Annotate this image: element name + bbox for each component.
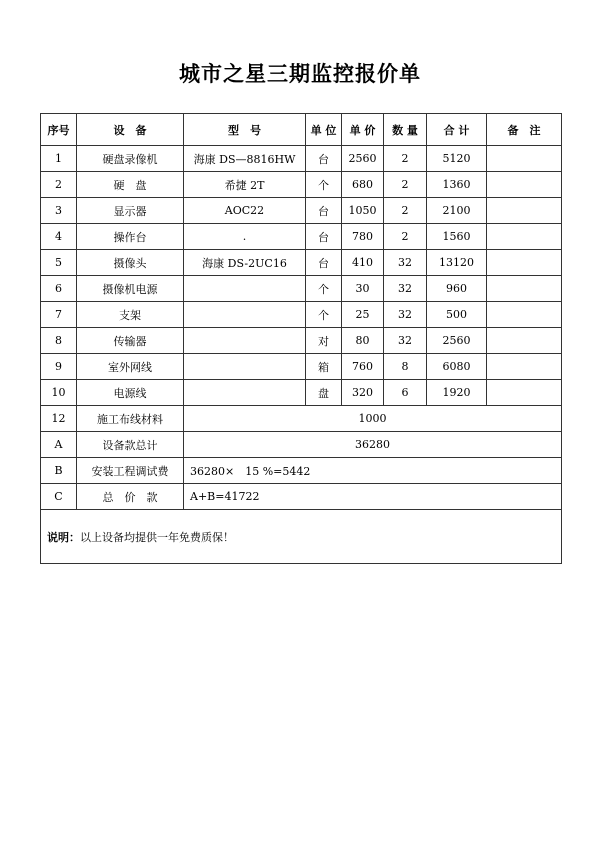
cell-model <box>184 276 306 302</box>
cell-device: 硬盘录像机 <box>77 146 184 172</box>
table-row <box>41 328 562 354</box>
cell-remark <box>487 172 562 198</box>
cell-unit: 对 <box>306 328 342 354</box>
cell-qty: 2 <box>384 224 427 250</box>
table-row <box>41 250 562 276</box>
header-model: 型 号 <box>184 114 306 146</box>
cell-unit: 台 <box>306 224 342 250</box>
summary-index: A <box>41 432 77 458</box>
cell-index: 4 <box>41 224 77 250</box>
header-device: 设 备 <box>77 114 184 146</box>
cell-total: 1560 <box>427 224 487 250</box>
cell-index: 5 <box>41 250 77 276</box>
cell-index: 3 <box>41 198 77 224</box>
header-index: 序号 <box>41 114 77 146</box>
table-row <box>41 302 562 328</box>
cell-remark <box>487 276 562 302</box>
cell-device: 室外网线 <box>77 354 184 380</box>
cell-total: 500 <box>427 302 487 328</box>
cell-price: 320 <box>342 380 384 406</box>
cell-qty: 2 <box>384 146 427 172</box>
cell-model: 海康 DS—8816HW <box>184 146 306 172</box>
cell-price: 780 <box>342 224 384 250</box>
table-row <box>41 224 562 250</box>
cell-index: 7 <box>41 302 77 328</box>
header-total: 合 计 <box>427 114 487 146</box>
cell-total: 13120 <box>427 250 487 276</box>
cell-price: 25 <box>342 302 384 328</box>
cell-price: 80 <box>342 328 384 354</box>
table-row <box>41 380 562 406</box>
cell-remark <box>487 302 562 328</box>
cell-remark <box>487 354 562 380</box>
cell-qty: 6 <box>384 380 427 406</box>
note-row <box>41 510 562 564</box>
cell-device: 摄像头 <box>77 250 184 276</box>
cell-model: 海康 DS-2UC16 <box>184 250 306 276</box>
table-row <box>41 198 562 224</box>
quote-table <box>40 113 562 564</box>
cell-device: 显示器 <box>77 198 184 224</box>
summary-index: B <box>41 458 77 484</box>
summary-index: C <box>41 484 77 510</box>
cell-model <box>184 328 306 354</box>
summary-value: 36280 <box>184 432 562 458</box>
cell-device: 传输器 <box>77 328 184 354</box>
cell-price: 2560 <box>342 146 384 172</box>
cell-total: 6080 <box>427 354 487 380</box>
cell-unit: 盘 <box>306 380 342 406</box>
cell-remark <box>487 380 562 406</box>
cell-total: 960 <box>427 276 487 302</box>
summary-value: 1000 <box>184 406 562 432</box>
cell-qty: 2 <box>384 198 427 224</box>
cell-index: 9 <box>41 354 77 380</box>
table-row <box>41 354 562 380</box>
cell-unit: 个 <box>306 276 342 302</box>
cell-qty: 32 <box>384 250 427 276</box>
cell-unit: 箱 <box>306 354 342 380</box>
page-title: 城市之星三期监控报价单 <box>179 62 421 86</box>
summary-row <box>41 406 562 432</box>
cell-remark <box>487 146 562 172</box>
cell-unit: 个 <box>306 172 342 198</box>
cell-total: 1920 <box>427 380 487 406</box>
summary-row <box>41 484 562 510</box>
cell-price: 1050 <box>342 198 384 224</box>
cell-device: 摄像机电源 <box>77 276 184 302</box>
cell-index: 10 <box>41 380 77 406</box>
summary-row <box>41 432 562 458</box>
cell-unit: 台 <box>306 146 342 172</box>
cell-device: 硬 盘 <box>77 172 184 198</box>
header-row <box>41 114 562 146</box>
cell-remark <box>487 250 562 276</box>
cell-total: 2100 <box>427 198 487 224</box>
cell-total: 2560 <box>427 328 487 354</box>
cell-price: 30 <box>342 276 384 302</box>
summary-label: 总 价 款 <box>77 484 184 510</box>
header-remark: 备 注 <box>487 114 562 146</box>
summary-index: 12 <box>41 406 77 432</box>
header-qty: 数 量 <box>384 114 427 146</box>
note-cell <box>41 510 562 564</box>
cell-qty: 32 <box>384 276 427 302</box>
table-row <box>41 172 562 198</box>
cell-remark <box>487 198 562 224</box>
table-row <box>41 276 562 302</box>
header-unit: 单 位 <box>306 114 342 146</box>
summary-label: 施工布线材料 <box>77 406 184 432</box>
cell-price: 680 <box>342 172 384 198</box>
cell-qty: 8 <box>384 354 427 380</box>
cell-unit: 台 <box>306 250 342 276</box>
cell-remark <box>487 224 562 250</box>
cell-index: 1 <box>41 146 77 172</box>
summary-value: 36280× 15 %=5442 <box>184 458 562 484</box>
cell-price: 410 <box>342 250 384 276</box>
cell-device: 电源线 <box>77 380 184 406</box>
summary-row <box>41 458 562 484</box>
cell-index: 2 <box>41 172 77 198</box>
cell-unit: 台 <box>306 198 342 224</box>
cell-qty: 32 <box>384 302 427 328</box>
cell-qty: 2 <box>384 172 427 198</box>
note-label: 说明： <box>47 530 80 544</box>
cell-index: 6 <box>41 276 77 302</box>
cell-model <box>184 302 306 328</box>
cell-model: AOC22 <box>184 198 306 224</box>
summary-value: A+B=41722 <box>184 484 562 510</box>
cell-price: 760 <box>342 354 384 380</box>
header-price: 单 价 <box>342 114 384 146</box>
cell-total: 5120 <box>427 146 487 172</box>
cell-qty: 32 <box>384 328 427 354</box>
summary-label: 安装工程调试费 <box>77 458 184 484</box>
cell-device: 支架 <box>77 302 184 328</box>
cell-unit: 个 <box>306 302 342 328</box>
cell-model <box>184 380 306 406</box>
cell-model: 希捷 2T <box>184 172 306 198</box>
cell-model <box>184 354 306 380</box>
cell-remark <box>487 328 562 354</box>
cell-device: 操作台 <box>77 224 184 250</box>
note-text: 以上设备均提供一年免费质保！ <box>80 530 234 544</box>
cell-index: 8 <box>41 328 77 354</box>
summary-label: 设备款总计 <box>77 432 184 458</box>
cell-model: . <box>184 224 306 250</box>
table-row <box>41 146 562 172</box>
cell-total: 1360 <box>427 172 487 198</box>
